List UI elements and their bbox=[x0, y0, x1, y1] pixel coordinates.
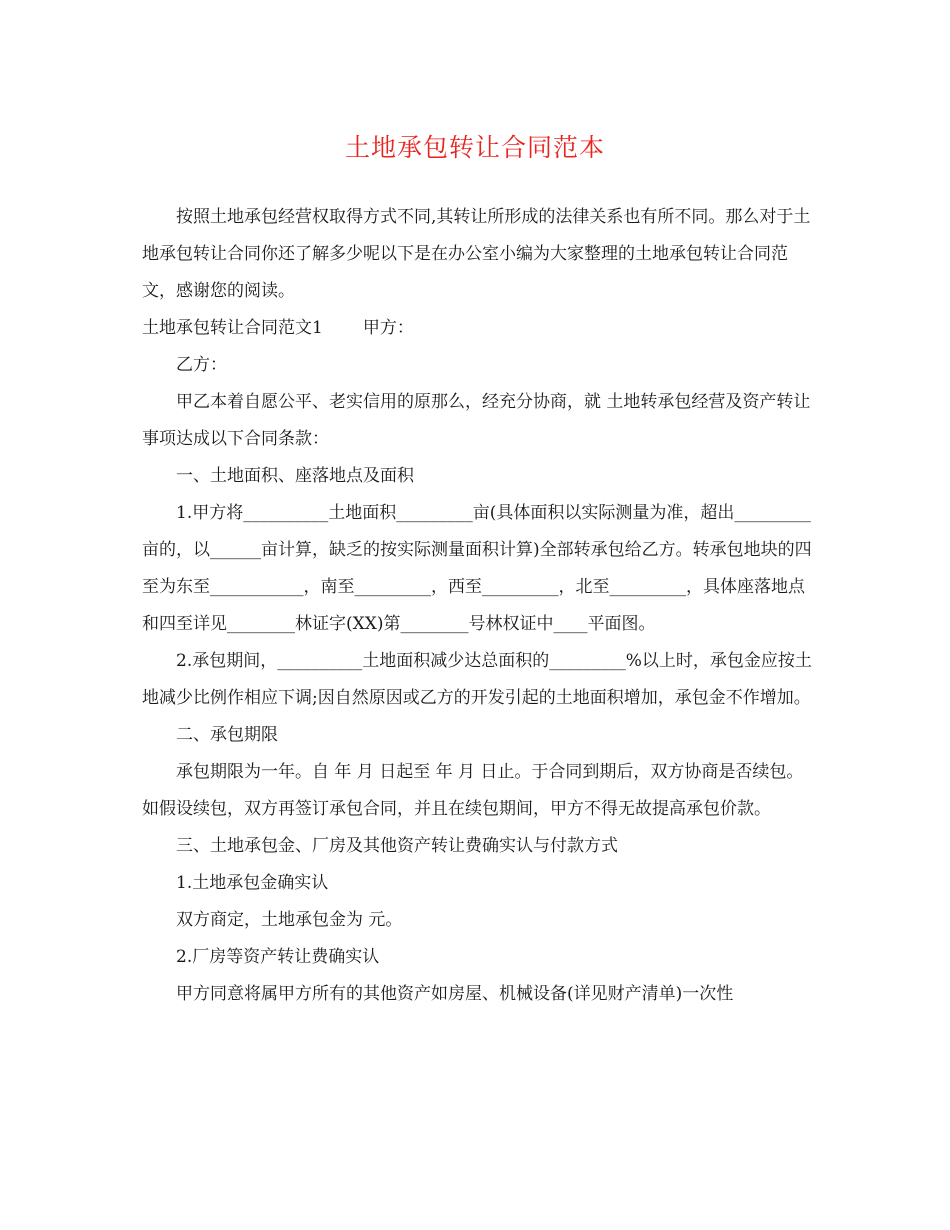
section-1-heading: 一、土地面积、座落地点及面积 bbox=[176, 466, 414, 486]
sample-label-line bbox=[142, 310, 814, 347]
party-a-label: 甲方： bbox=[362, 318, 414, 338]
preamble-paragraph: 甲乙本着自愿公平、老实信用的原那么，经充分协商，就 土地转承包经营及资产转让事项达成以下合同条款： bbox=[142, 392, 811, 449]
section-1-item-1: 1.甲方将__________土地面积_________亩(具体面积以实际测量为准，超出_________亩的，以______亩计算，缺乏的按实际测量面积计算)全部转承包给乙方。转承包地块的四至为东至___________，南至_________，西至_________，北至_________，具体座落地点和四至详见________林证字(XX)第________号林权证中____平面图。 bbox=[142, 503, 812, 634]
sample-label: 土地承包转让合同范文1 bbox=[142, 318, 323, 338]
section-3-item-2-body: 甲方同意将属甲方所有的其他资产如房屋、机械设备(详见财产清单)一次性 bbox=[176, 984, 734, 1004]
intro-paragraph: 按照土地承包经营权取得方式不同,其转让所形成的法律关系也有所不同。那么对于土地承包转让合同你还了解多少呢以下是在办公室小编为大家整理的土地承包转让合同范文，感谢您的阅读。 bbox=[142, 207, 811, 301]
section-1-item-2: 2.承包期间，__________土地面积减少达总面积的_________%以上时，承包金应按土地减少比例作相应下调;因自然原因或乙方的开发引起的土地面积增加，承包金不作增加。 bbox=[142, 651, 812, 708]
section-2-heading: 二、承包期限 bbox=[176, 725, 278, 745]
section-3-item-2: 2.厂房等资产转让费确实认 bbox=[176, 947, 380, 967]
section-3-heading: 三、土地承包金、厂房及其他资产转让费确实认与付款方式 bbox=[176, 836, 618, 856]
section-3-item-1-body: 双方商定，土地承包金为 元。 bbox=[176, 910, 403, 930]
section-2-body: 承包期限为一年。自 年 月 日起至 年 月 日止。于合同到期后，双方协商是否续包。如假设续包，双方再签订承包合同，并且在续包期间，甲方不得无故提高承包价款。 bbox=[142, 762, 804, 819]
section-3-item-1: 1.土地承包金确实认 bbox=[176, 873, 329, 893]
party-b-label: 乙方： bbox=[176, 355, 227, 375]
document-body bbox=[142, 199, 814, 1013]
document-title: 土地承包转让合同范本 bbox=[344, 133, 605, 162]
